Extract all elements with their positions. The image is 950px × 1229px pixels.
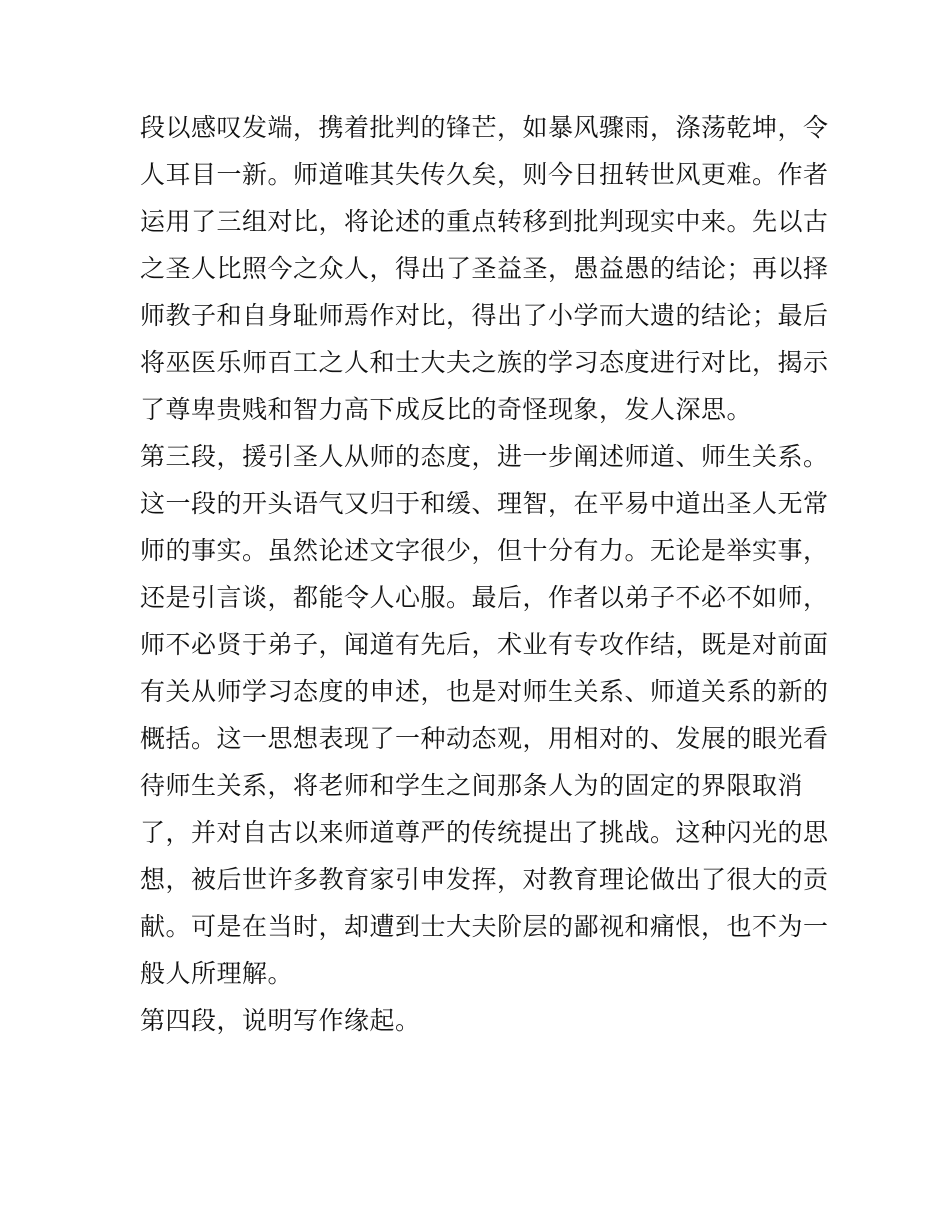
section-heading-line: 第四段，说明写作缘起。	[140, 1006, 421, 1035]
text-line: 师的事实。虽然论述文字很少，但十分有力。无论是举实事，	[140, 536, 829, 565]
text-line: 这一段的开头语气又归于和缓、理智，在平易中道出圣人无常	[140, 489, 829, 518]
text-line: 段以感叹发端，携着批判的锋芒，如暴风骤雨，涤荡乾坤，令	[140, 113, 829, 142]
text-line: 之圣人比照今之众人，得出了圣益圣，愚益愚的结论；再以择	[140, 254, 829, 283]
text-line: 将巫医乐师百工之人和士大夫之族的学习态度进行对比，揭示	[140, 348, 829, 377]
text-line: 运用了三组对比，将论述的重点转移到批判现实中来。先以古	[140, 207, 829, 236]
text-line: 献。可是在当时，却遭到士大夫阶层的鄙视和痛恨，也不为一	[140, 912, 829, 941]
text-line: 师不必贤于弟子，闻道有先后，术业有专攻作结，既是对前面	[140, 630, 829, 659]
body-text	[140, 104, 829, 1044]
text-line: 了，并对自古以来师道尊严的传统提出了挑战。这种闪光的思	[140, 818, 829, 847]
text-line: 人耳目一新。师道唯其失传久矣，则今日扭转世风更难。作者	[140, 160, 829, 189]
text-line: 概括。这一思想表现了一种动态观，用相对的、发展的眼光看	[140, 724, 829, 753]
text-line: 想，被后世许多教育家引申发挥，对教育理论做出了很大的贡	[140, 865, 829, 894]
section-heading-line: 第三段，援引圣人从师的态度，进一步阐述师道、师生关系。	[140, 442, 829, 471]
text-line: 有关从师学习态度的申述，也是对师生关系、师道关系的新的	[140, 677, 829, 706]
text-line: 待师生关系，将老师和学生之间那条人为的固定的界限取消	[140, 771, 804, 800]
text-line: 般人所理解。	[140, 959, 294, 988]
text-line: 了尊卑贵贱和智力高下成反比的奇怪现象，发人深思。	[140, 395, 753, 424]
text-line: 还是引言谈，都能令人心服。最后，作者以弟子不必不如师，	[140, 583, 829, 612]
text-line: 师教子和自身耻师焉作对比，得出了小学而大遗的结论；最后	[140, 301, 829, 330]
